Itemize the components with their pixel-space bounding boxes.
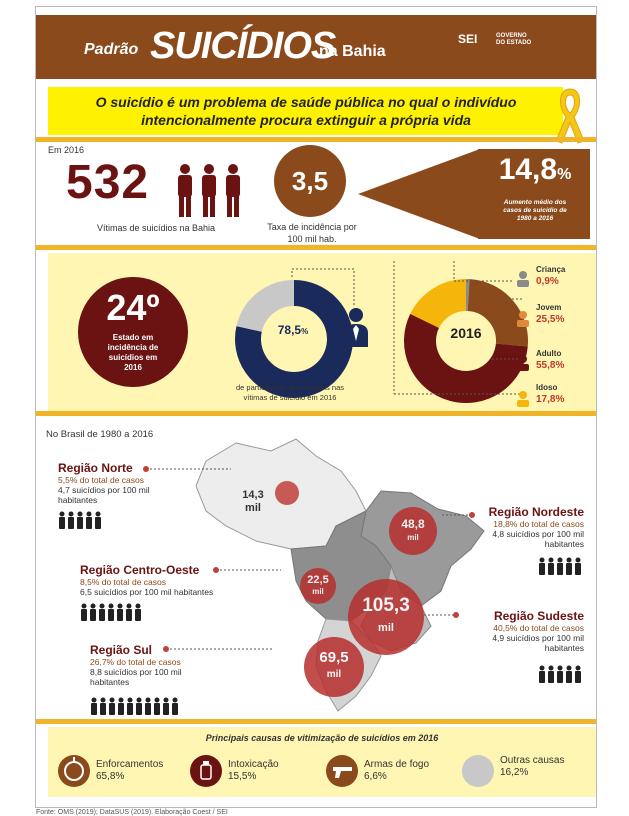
- person-icon: [557, 666, 563, 684]
- infographic-frame: Padrão SUICÍDIOS na Bahia SEI GOVERNO DO ESTADO O suicídio é um problema de saúde pública no qual o indivíduo intencionalmente procura extinguir a própria vida Em 2016 532 Vítimas de suicídios na Bahia 3,5 Taxa de incidência por 100 mil hab. 14,8% Aumento médio dos casos de suicídio de 1980 a 2016 24º Estado em incidência de suicídios em 2016 78,5% de participação dos homens nas vítimas de suicídio em 2016 2016 Criança 0,9% Jovem 25,5% Adulto 55,8% Idoso 17,8% No Brasil de 1980 a 2016 14,3 mil 48,8 mil 22,5 mil 105,3 mil 69,5 mil Região Norte 5,5% do total de casos 4,7 suicídios por 100 mil habitantes Região Nordeste 18,8% do total de casos 4,8 suicídios por 100 mil habitantes Região Centro-Oeste 8,5% do total de casos 6,5 suicídios por 100 mil habitantes Região Sudeste 40,5% do total de casos 4,9 suicídios por 100 mil habitantes Região Sul 26,7% do total de casos 8,8 suicídios por 100 mil habitantes Principais causas de vitimização de suicídios em 2016 Enforcamentos 65,8% Intoxicação 15,5% Armas de fogo 6,6% Outras causas 16,2% Fonte: OMS (2019); DataSUS (2019). Elaboração Coest / SEI: [35, 6, 597, 808]
- person-icon: [109, 698, 115, 716]
- people-icon: [174, 163, 244, 219]
- circle-icon: [462, 755, 494, 787]
- gun-icon: [326, 755, 358, 787]
- person-icon: [90, 604, 96, 622]
- person-icon: [117, 604, 123, 622]
- person-icon: [566, 666, 572, 684]
- child-icon: [514, 269, 532, 287]
- person-icon: [99, 604, 105, 622]
- sei-logo: SEI: [458, 32, 477, 46]
- year-label: Em 2016: [48, 145, 84, 155]
- region-sudeste-info: Região Sudeste 40,5% do total de casos 4,9 suicídios por 100 mil habitantes: [456, 609, 584, 653]
- person-icon: [95, 512, 101, 530]
- bubble-nordeste: 48,8 mil: [389, 507, 437, 555]
- person-icon: [135, 604, 141, 622]
- person-icon: [172, 698, 178, 716]
- people-icon-row-centro-oeste: [80, 603, 160, 623]
- region-nordeste-info: Região Nordeste 18,8% do total de casos 4,8 suicídios por 100 mil habitantes: [466, 505, 584, 549]
- person-icon: [136, 698, 142, 716]
- people-icon-row-sudeste: [538, 665, 584, 685]
- source-footnote: Fonte: OMS (2019); DataSUS (2019). Elaboração Coest / SEI: [36, 809, 228, 816]
- rank-label: Estado em incidência de suicídios em 2016: [88, 333, 178, 373]
- age-connector-lines: [392, 259, 522, 399]
- arrow-shape: [358, 149, 480, 239]
- age-donut-center-label: 2016: [436, 325, 496, 341]
- businessman-icon: [342, 307, 370, 347]
- people-icon-row-sul: [90, 697, 200, 717]
- person-icon: [68, 512, 74, 530]
- men-share-label: de participação dos homens nas vítimas de suicídio em 2016: [216, 383, 364, 403]
- person-icon: [548, 666, 554, 684]
- people-icon-row-nordeste: [538, 557, 584, 577]
- intro-text: O suicídio é um problema de saúde pública no qual o indivíduo intencionalmente procura extinguir a própria vida: [56, 93, 556, 129]
- person-icon: [145, 698, 151, 716]
- government-logo: GOVERNO DO ESTADO: [496, 33, 540, 47]
- cause-outras: Outras causas 16,2%: [500, 755, 564, 779]
- divider: [36, 411, 596, 416]
- person-icon: [91, 698, 97, 716]
- person-icon: [77, 512, 83, 530]
- person-icon: [566, 558, 572, 576]
- poison-bottle-icon: [190, 755, 222, 787]
- person-icon: [100, 698, 106, 716]
- victims-count: 532: [66, 155, 149, 210]
- adult-icon: [514, 353, 532, 371]
- divider: [36, 719, 596, 724]
- person-icon: [548, 558, 554, 576]
- increase-value: 14,8%: [482, 153, 588, 187]
- person-icon: [539, 558, 545, 576]
- bubble-norte-label: 14,3 mil: [232, 489, 274, 515]
- divider: [36, 245, 596, 250]
- men-share-value: 78,5%: [258, 323, 328, 337]
- person-icon: [127, 698, 133, 716]
- person-icon: [59, 512, 65, 530]
- young-person-icon: [514, 309, 532, 327]
- noose-icon: [58, 755, 90, 787]
- region-norte-info: Região Norte 5,5% do total de casos 4,7 suicídios por 100 mil habitantes: [58, 461, 150, 505]
- bubble-sul: 69,5 mil: [304, 637, 364, 697]
- rank-value: 24º: [78, 287, 188, 329]
- person-icon: [575, 558, 581, 576]
- header-title: SUICÍDIOS: [150, 25, 335, 68]
- header-banner: [36, 15, 596, 79]
- header-suffix: na Bahia: [319, 43, 386, 61]
- person-icon: [108, 604, 114, 622]
- bubble-centro-oeste: 22,5 mil: [300, 568, 336, 604]
- person-icon: [575, 666, 581, 684]
- person-icon: [163, 698, 169, 716]
- person-icon: [81, 604, 87, 622]
- cause-enforcamentos: Enforcamentos 65,8%: [96, 759, 163, 783]
- people-icon-row-norte: [58, 511, 118, 531]
- increase-label: Aumento médio dos casos de suicídio de 1980 a 2016: [484, 199, 586, 223]
- cause-armas-de-fogo: Armas de fogo 6,6%: [364, 759, 429, 783]
- person-icon: [539, 666, 545, 684]
- bubble-sudeste: 105,3 mil: [348, 579, 424, 655]
- region-centro-oeste-info: Região Centro-Oeste 8,5% do total de casos 6,5 suicídios por 100 mil habitantes: [80, 563, 213, 597]
- header-prefix: Padrão: [84, 41, 138, 59]
- causes-title: Principais causas de vitimização de suicídios em 2016: [48, 733, 596, 743]
- person-icon: [557, 558, 563, 576]
- elderly-icon: [514, 389, 532, 407]
- person-icon: [126, 604, 132, 622]
- region-sul-info: Região Sul 26,7% do total de casos 8,8 suicídios por 100 mil habitantes: [90, 643, 182, 687]
- person-icon: [118, 698, 124, 716]
- connector-line: [292, 265, 372, 309]
- incidence-rate-label: Taxa de incidência por 100 mil hab.: [250, 221, 374, 245]
- incidence-rate-circle: 3,5: [274, 145, 346, 217]
- cause-intoxicacao: Intoxicação 15,5%: [228, 759, 279, 783]
- person-icon: [86, 512, 92, 530]
- awareness-ribbon-icon: [550, 85, 590, 145]
- divider: [36, 137, 596, 142]
- person-icon: [154, 698, 160, 716]
- brazil-section-label: No Brasil de 1980 a 2016: [46, 429, 153, 440]
- victims-label: Vítimas de suicídios na Bahia: [56, 223, 256, 233]
